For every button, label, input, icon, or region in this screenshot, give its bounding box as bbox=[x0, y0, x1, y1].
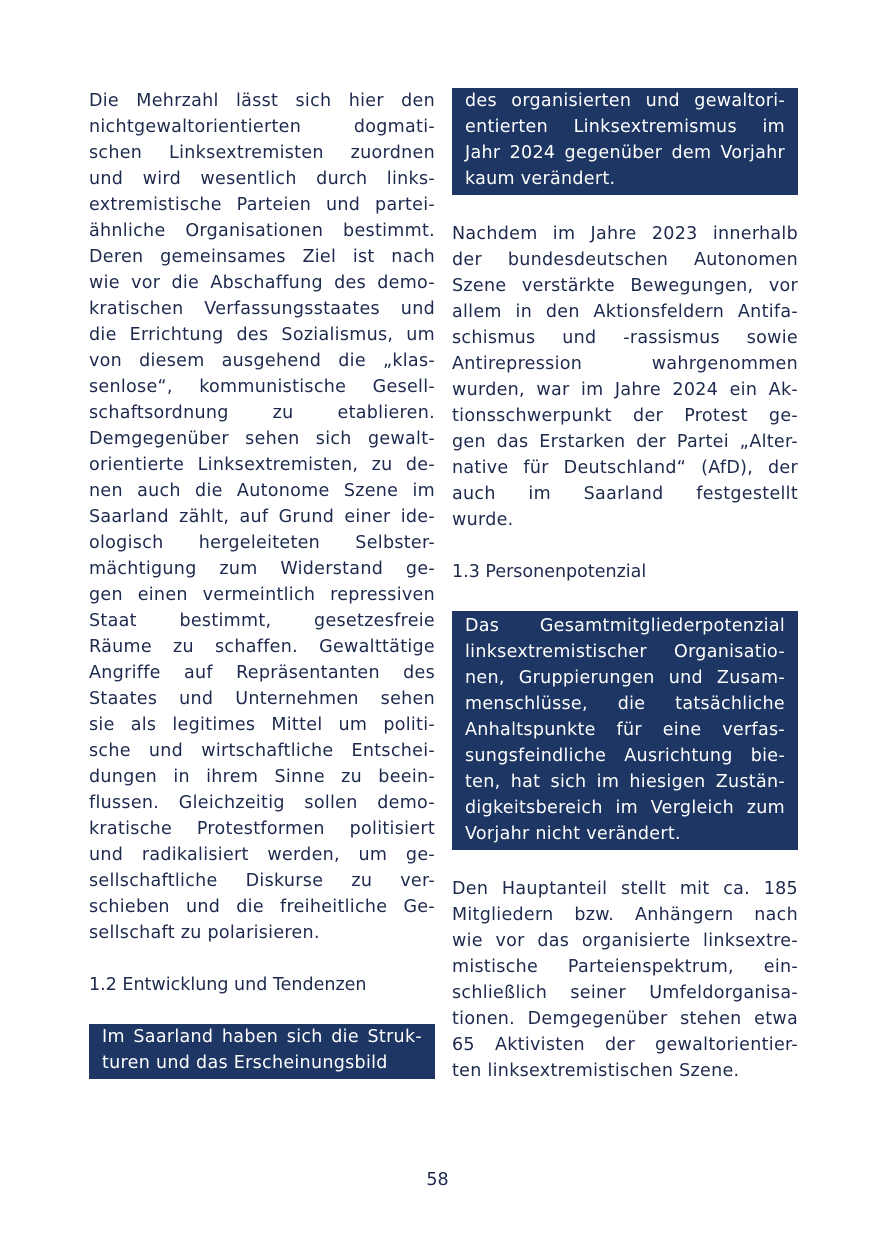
text-line: Im Saarland haben sich die Struk- bbox=[102, 1027, 422, 1047]
text-line: gen das Erstarken der Partei „Alter- bbox=[452, 432, 798, 452]
text-line: tionsschwerpunkt der Protest ge- bbox=[452, 406, 798, 426]
text-line: senlose“, kommunistische Gesell- bbox=[89, 377, 435, 397]
text-line: turen und das Erscheinungsbild bbox=[102, 1053, 388, 1073]
text-line: flussen. Gleichzeitig sollen demo- bbox=[89, 793, 435, 813]
text-line: gen einen vermeintlich repressiven bbox=[89, 585, 435, 605]
text-line: kaum verändert. bbox=[465, 169, 616, 189]
text-line: extremistische Parteien und partei- bbox=[89, 195, 435, 215]
text-line: Jahr 2024 gegenüber dem Vorjahr bbox=[465, 143, 785, 163]
text-line: menschlüsse, die tatsächliche bbox=[465, 694, 785, 714]
text-line: nen, Gruppierungen und Zusam- bbox=[465, 668, 785, 688]
text-line: linksextremistischer Organisatio- bbox=[465, 642, 785, 662]
text-line: sellschaft zu polarisieren. bbox=[89, 923, 320, 943]
text-line: Vorjahr nicht verändert. bbox=[465, 824, 681, 844]
text-line: orientierte Linksextremisten, zu de- bbox=[89, 455, 435, 475]
text-line: wurden, war im Jahre 2024 ein Ak- bbox=[452, 380, 798, 400]
text-line: und wird wesentlich durch links- bbox=[89, 169, 435, 189]
text-line: des organisierten und gewaltori- bbox=[465, 91, 785, 111]
text-line: nichtgewaltorientierten dogmati- bbox=[89, 117, 435, 137]
text-line: Antirepression wahrgenommen bbox=[452, 354, 798, 374]
text-line: sungsfeindliche Ausrichtung bie- bbox=[465, 746, 785, 766]
text-line: tionen. Demgegenüber stehen etwa bbox=[452, 1009, 798, 1029]
text-line: und radikalisiert werden, um ge- bbox=[89, 845, 435, 865]
text-line: Staates und Unternehmen sehen bbox=[89, 689, 435, 709]
section-heading-1-2: 1.2 Entwicklung und Tendenzen bbox=[89, 975, 367, 995]
highlight-box bbox=[89, 1024, 435, 1079]
text-line: Das Gesamtmitgliederpotenzial bbox=[465, 616, 785, 636]
text-line: wie vor das organisierte linksextre- bbox=[452, 931, 798, 951]
page-number: 58 bbox=[426, 1170, 449, 1190]
text-line: digkeitsbereich im Vergleich zum bbox=[465, 798, 785, 818]
body-paragraph bbox=[452, 876, 798, 1084]
body-paragraph bbox=[452, 221, 798, 533]
text-line: schaftsordnung zu etablieren. bbox=[89, 403, 435, 423]
text-line: ologisch hergeleiteten Selbster- bbox=[89, 533, 435, 553]
section-heading-1-3: 1.3 Personenpotenzial bbox=[452, 562, 647, 582]
text-line: native für Deutschland“ (AfD), der bbox=[452, 458, 798, 478]
text-line: Die Mehrzahl lässt sich hier den bbox=[89, 91, 435, 111]
text-line: schismus und -rassismus sowie bbox=[452, 328, 798, 348]
left-column bbox=[89, 88, 435, 1079]
text-line: dungen in ihrem Sinne zu beein- bbox=[89, 767, 435, 787]
text-line: mächtigung zum Widerstand ge- bbox=[89, 559, 435, 579]
text-line: wie vor die Abschaffung des demo- bbox=[89, 273, 435, 293]
text-line: Deren gemeinsames Ziel ist nach bbox=[89, 247, 435, 267]
text-line: sche und wirtschaftliche Entschei- bbox=[89, 741, 435, 761]
highlight-box-personenpotenzial bbox=[452, 611, 798, 850]
text-line: Nachdem im Jahre 2023 innerhalb bbox=[452, 224, 798, 244]
text-line: Saarland zählt, auf Grund einer ide- bbox=[89, 507, 435, 527]
text-line: Den Hauptanteil stellt mit ca. 185 bbox=[452, 879, 798, 899]
text-line: ten, hat sich im hiesigen Zustän- bbox=[465, 772, 785, 792]
text-line: Anhaltspunkte für eine verfas- bbox=[465, 720, 785, 740]
text-line: der bundesdeutschen Autonomen bbox=[452, 250, 798, 270]
highlight-box-continued bbox=[452, 88, 798, 195]
text-line: schen Linksextremisten zuordnen bbox=[89, 143, 435, 163]
text-line: entierten Linksextremismus im bbox=[465, 117, 785, 137]
text-line: kratischen Verfassungsstaates und bbox=[89, 299, 435, 319]
text-line: Räume zu schaffen. Gewalttätige bbox=[89, 637, 435, 657]
text-line: wurde. bbox=[452, 510, 514, 530]
text-line: Staat bestimmt, gesetzesfreie bbox=[89, 611, 435, 631]
text-line: sellschaftliche Diskurse zu ver- bbox=[89, 871, 435, 891]
text-line: sie als legitimes Mittel um politi- bbox=[89, 715, 435, 735]
text-line: schieben und die freiheitliche Ge- bbox=[89, 897, 435, 917]
text-line: Angriffe auf Repräsentanten des bbox=[89, 663, 435, 683]
text-line: Mitgliedern bzw. Anhängern nach bbox=[452, 905, 798, 925]
text-line: auch im Saarland festgestellt bbox=[452, 484, 798, 504]
text-line: Demgegenüber sehen sich gewalt- bbox=[89, 429, 435, 449]
text-line: kratische Protestformen politisiert bbox=[89, 819, 435, 839]
body-paragraph bbox=[89, 88, 435, 946]
text-line: schließlich seiner Umfeldorganisa- bbox=[452, 983, 798, 1003]
text-line: von diesem ausgehend die „klas- bbox=[89, 351, 435, 371]
text-line: ten linksextremistischen Szene. bbox=[452, 1061, 740, 1081]
text-line: Szene verstärkte Bewegungen, vor bbox=[452, 276, 798, 296]
text-line: mistische Parteienspektrum, ein- bbox=[452, 957, 798, 977]
text-line: ähnliche Organisationen bestimmt. bbox=[89, 221, 435, 241]
text-line: nen auch die Autonome Szene im bbox=[89, 481, 435, 501]
right-column bbox=[452, 88, 798, 1084]
text-line: allem in den Aktionsfeldern Antifa- bbox=[452, 302, 798, 322]
text-line: 65 Aktivisten der gewaltorientier- bbox=[452, 1035, 798, 1055]
text-line: die Errichtung des Sozialismus, um bbox=[89, 325, 435, 345]
